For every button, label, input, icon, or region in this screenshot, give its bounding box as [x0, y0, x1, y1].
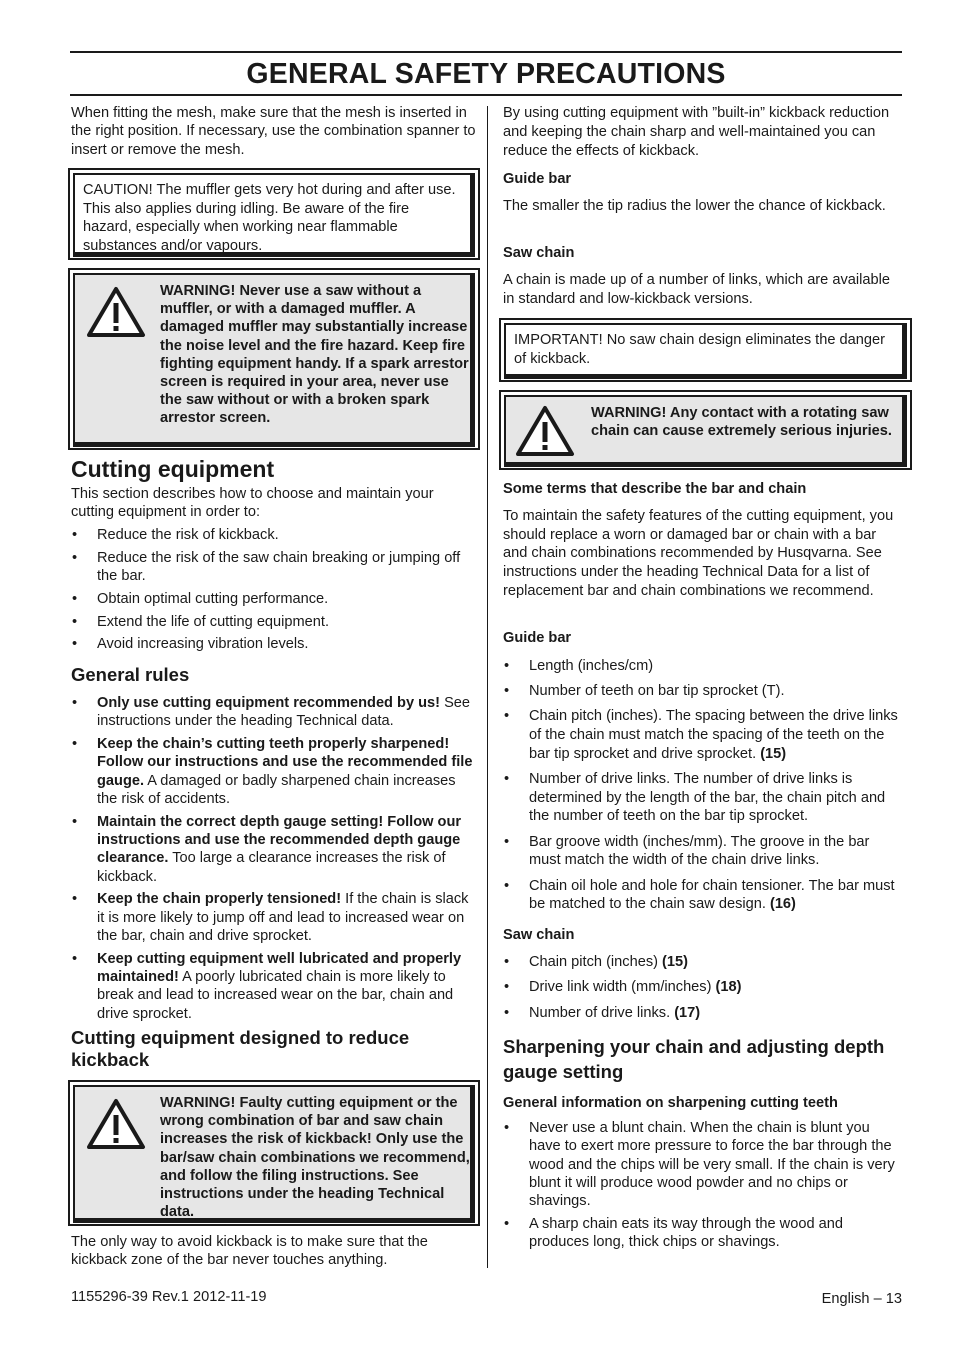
mesh-intro: When fitting the mesh, make sure that the mesh is inserted in the right position. If necessary, use the combination spanner to insert or remove the mesh. [71, 105, 476, 158]
list-item-text: A sharp chain eats its way through the wood and produces long, thick chips or shavings. [529, 1215, 843, 1251]
bullet-marker: • [72, 613, 78, 630]
list-item [503, 978, 900, 996]
general-rules-heading: General rules [71, 664, 190, 685]
bullet-marker: • [504, 979, 510, 996]
rule-emphasis: Keep the chain’s cutting teeth properly sharpened! Follow our instructions and use the recommended file gauge. [97, 736, 473, 789]
warning-text-muffler: WARNING! Never use a saw without a muffler, or with a damaged muffler. A damaged muffler may substantially increase the noise level and the fire hazard. Keep fire fighting equipment handy. If a spark arrestor screen is required in your area, never use the saw without or with a broken spark arrestor screen. [160, 283, 469, 427]
sharpening-list [503, 1119, 900, 1256]
list-item-text: Chain pitch (inches). The spacing between the drive links of the chain must match the spacing of the teeth on the bar tip sprocket and drive sprocket. [529, 708, 898, 762]
kickback-heading: Cutting equipment designed to reduce kickback [71, 1027, 410, 1070]
cutting-equipment-intro: This section describes how to choose and maintain your cutting equipment in order to: [71, 486, 434, 521]
bullet-marker: • [504, 683, 510, 700]
bullet-marker: • [72, 813, 78, 830]
list-item [71, 813, 479, 886]
guide-bar-label-2: Guide bar [503, 630, 572, 646]
bullet-marker: • [504, 833, 510, 850]
bullet-marker: • [504, 1004, 510, 1021]
bullet-marker: • [504, 1215, 510, 1232]
list-item-text: Number of teeth on bar tip sprocket (T). [529, 683, 785, 700]
bullet-marker: • [72, 636, 78, 653]
warning-box-rotating [499, 390, 912, 470]
bullet-marker: • [72, 695, 78, 711]
kickback-reduction-intro: By using cutting equipment with ”built-in” kickback reduction and keeping the chain sharp and well-maintained you can reduce the effects of kickback. [503, 105, 890, 159]
figure-ref: (18) [715, 979, 742, 996]
bullet-marker: • [504, 658, 510, 674]
sharpening-heading: Sharpening your chain and adjusting depth gauge setting [503, 1036, 885, 1082]
list-item [71, 613, 479, 631]
warning-triangle-icon [86, 1098, 146, 1150]
list-item-text: Chain pitch (inches) [529, 954, 663, 970]
page-title: GENERAL SAFETY PRECAUTIONS [246, 58, 726, 90]
caution-box [68, 168, 480, 260]
list-item [503, 1119, 900, 1210]
saw-chain-list [503, 953, 900, 1029]
list-item-text: Never use a blunt chain. When the chain is blunt you have to exert more pressure to force the bar through the wood and the chips will be very small. If the chain is very blunt it will produce wood powder and no chips or shavings. [529, 1120, 895, 1210]
list-item-text: Extend the life of cutting equipment. [97, 613, 330, 630]
warning-box-muffler [68, 268, 480, 450]
list-item-text: Chain oil hole and hole for chain tensioner. The bar must be matched to the chain saw design. [529, 877, 895, 913]
list-item [503, 1215, 900, 1252]
list-item-text: Reduce the risk of kickback. [97, 527, 279, 543]
list-item [503, 707, 900, 763]
rule-text: If the chain is slack it is more likely to jump off and lead to increased wear on the bar, chain and drive sprocket. [97, 891, 469, 945]
warning-triangle-icon [515, 405, 575, 457]
bullet-marker: • [72, 527, 78, 543]
list-item-text: Obtain optimal cutting performance. [97, 590, 329, 607]
list-item [503, 877, 900, 914]
rule-emphasis: Keep the chain properly tensioned! [97, 891, 342, 908]
figure-ref: (17) [674, 1004, 701, 1021]
bullet-marker: • [72, 736, 78, 753]
general-info-label: General information on sharpening cutting teeth [503, 1095, 838, 1111]
list-item [71, 950, 479, 1023]
figure-ref: (15) [760, 745, 787, 762]
terms-label: Some terms that describe the bar and chain [503, 481, 807, 497]
list-item-text: Number of drive links. The number of drive links is determined by the length of the bar, the chain pitch and the number of teeth on the bar tip sprocket. [529, 771, 886, 825]
warning-text-combination: WARNING! Faulty cutting equipment or the wrong combination of bar and saw chain increases the risk of kickback! Only use the bar/saw chain combinations we recommend, and follow the filing instructions. See instructions under the heading Technical data. [160, 1095, 470, 1221]
cutting-equipment-heading: Cutting equipment [71, 456, 275, 482]
bullet-marker: • [72, 549, 78, 566]
important-text: IMPORTANT! No saw chain design eliminates the danger of kickback. [504, 323, 907, 379]
cutting-equipment-list [71, 526, 479, 658]
guide-bar-list [503, 657, 900, 920]
list-item [71, 590, 479, 608]
list-item [503, 682, 900, 701]
list-item-text: Avoid increasing vibration levels. [97, 636, 309, 653]
bullet-marker: • [72, 891, 78, 908]
bullet-marker: • [504, 877, 510, 894]
bullet-marker: • [504, 954, 510, 970]
caution-text: CAUTION! The muffler gets very hot during and after use. This also applies during idling. Be aware of the fire hazard, especially when working near flammable substances and/or vapours. [73, 173, 475, 257]
list-item [71, 694, 479, 731]
rule-emphasis: Only use cutting equipment recommended by us! [97, 695, 441, 711]
bullet-marker: • [72, 950, 78, 967]
bullet-marker: • [504, 1120, 510, 1136]
list-item [71, 635, 479, 653]
bullet-marker: • [72, 590, 78, 607]
list-item [503, 953, 900, 971]
rule-text: A poorly lubricated chain is more likely to break and lead to increased wear on the bar, chain and drive sprocket. [97, 969, 454, 1022]
list-item [71, 549, 479, 586]
top-rule [70, 51, 902, 53]
list-item [71, 526, 479, 544]
list-item-text: Number of drive links. [529, 1004, 675, 1021]
list-item [71, 735, 479, 808]
warning-text-rotating: WARNING! Any contact with a rotating saw chain can cause extremely serious injuries. [591, 405, 892, 440]
rule-emphasis: Keep cutting equipment well lubricated and properly maintained! [97, 950, 462, 986]
bullet-marker: • [504, 708, 510, 725]
page-number: English – 13 [821, 1291, 902, 1307]
list-item-text: Length (inches/cm) [529, 658, 654, 674]
warning-triangle-icon [86, 286, 146, 338]
saw-chain-label-2: Saw chain [503, 927, 575, 943]
list-item [503, 657, 900, 676]
list-item [503, 1004, 900, 1022]
list-item [71, 890, 479, 945]
figure-ref: (15) [662, 954, 688, 970]
bullet-marker: • [504, 771, 510, 788]
title-rule [70, 94, 902, 96]
rule-text: See instructions under the heading Technical data. [97, 695, 471, 730]
list-item [503, 833, 900, 870]
rule-emphasis: Maintain the correct depth gauge setting! Follow our instructions and use the recommended depth gauge clearance. [97, 813, 462, 867]
list-item [503, 770, 900, 826]
document-id: 1155296-39 Rev.1 2012-11-19 [71, 1289, 267, 1305]
warning-box-combination [68, 1080, 480, 1226]
important-box [499, 318, 912, 382]
terms-text: To maintain the safety features of the cutting equipment, you should replace a worn or damaged bar or chain with a bar and chain combinations recommended by Husqvarna. See instructions under the heading Technical Data for a list of replacement bar and chain combinations we recommend. [503, 508, 894, 599]
saw-chain-label: Saw chain [503, 245, 575, 261]
list-item-text: Reduce the risk of the saw chain breaking or jumping off the bar. [97, 549, 461, 585]
list-item-text: Drive link width (mm/inches) [529, 979, 716, 996]
guide-bar-label: Guide bar [503, 171, 572, 187]
column-divider [487, 106, 488, 1268]
guide-bar-text: The smaller the tip radius the lower the chance of kickback. [503, 198, 886, 214]
rule-text: Too large a clearance increases the risk of kickback. [97, 850, 446, 885]
saw-chain-text: A chain is made up of a number of links, which are available in standard and low-kickback versions. [503, 272, 890, 307]
list-item-text: Bar groove width (inches/mm). The groove in the bar must match the width of the chain drive links. [529, 833, 870, 869]
rule-text: A damaged or badly sharpened chain increases the risk of accidents. [97, 772, 456, 807]
figure-ref: (16) [769, 896, 796, 913]
kickback-outro: The only way to avoid kickback is to make sure that the kickback zone of the bar never touches anything. [71, 1234, 428, 1269]
general-rules-list [71, 694, 479, 1028]
